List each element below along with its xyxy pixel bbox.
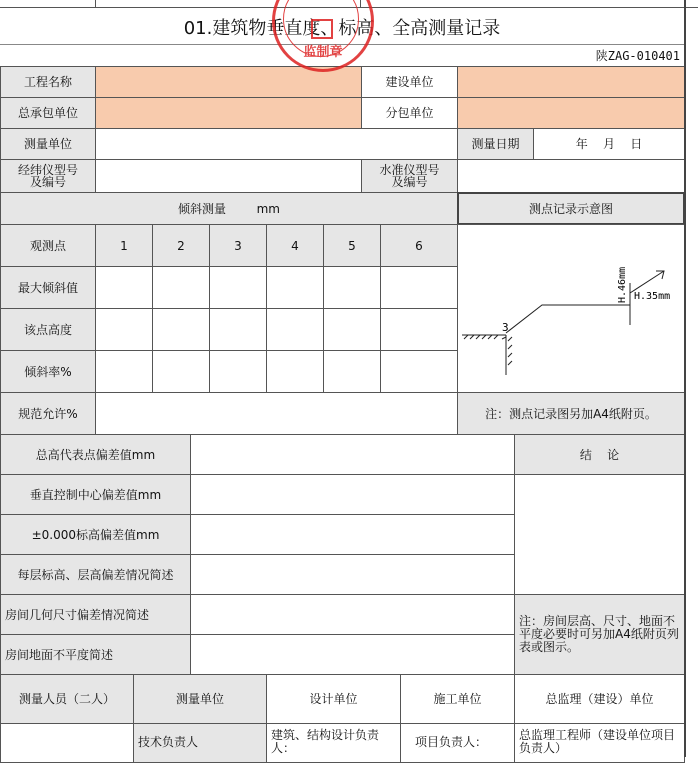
- floor-elevation-summary-label: 每层标高、层高偏差情况简述: [0, 554, 191, 595]
- right-border: [684, 0, 686, 757]
- construction-unit-column: 施工单位: [400, 674, 515, 724]
- stamp-emblem-icon: [311, 19, 333, 39]
- diagram-note: 注：测点记录图另加A4纸附页。: [457, 392, 685, 435]
- tilt-cell[interactable]: [323, 266, 381, 309]
- floor-flatness-summary-label: 房间地面不平度简述: [0, 634, 191, 675]
- room-geometry-summary-label: 房间几何尺寸偏差情况简述: [0, 594, 191, 635]
- tilt-cell[interactable]: [209, 308, 267, 351]
- survey-date-label: 测量日期: [457, 128, 534, 160]
- point-2: 2: [152, 224, 210, 267]
- level-label: 水准仪型号及编号: [361, 159, 458, 193]
- general-contractor-field[interactable]: [95, 97, 362, 129]
- conclusion-label: 结 论: [514, 434, 685, 475]
- vertical-center-deviation-field[interactable]: [190, 474, 515, 515]
- survey-date-field[interactable]: 年 月 日: [533, 128, 685, 160]
- surveyors-column: 测量人员（二人）: [0, 674, 134, 724]
- vertical-center-deviation-label: 垂直控制中心偏差值mm: [0, 474, 191, 515]
- floor-elevation-summary-field[interactable]: [190, 554, 515, 595]
- page-title: 01.建筑物垂直度、标高、全高测量记录: [183, 18, 501, 39]
- tilt-section-header: 倾斜测量 mm: [0, 192, 458, 225]
- tilt-cell[interactable]: [266, 308, 324, 351]
- tilt-cell[interactable]: [323, 350, 381, 393]
- top-strip-divider: [95, 0, 96, 8]
- tilt-cell[interactable]: [209, 350, 267, 393]
- point-3: 3: [209, 224, 267, 267]
- survey-unit-column: 测量单位: [133, 674, 267, 724]
- project-name-label: 工程名称: [0, 66, 96, 98]
- supervision-unit-column: 总监理（建设）单位: [514, 674, 685, 724]
- construction-unit-label: 建设单位: [361, 66, 458, 98]
- conclusion-field[interactable]: [514, 474, 685, 595]
- survey-unit-label: 测量单位: [0, 128, 96, 160]
- project-lead-signature[interactable]: 项目负责人：: [400, 723, 515, 763]
- theodolite-label: 经纬仪型号及编号: [0, 159, 96, 193]
- deviation-note: 注：房间层高、尺寸、地面不平度必要时可另加A4纸附页列表或图示。: [514, 594, 685, 675]
- surveyors-signature[interactable]: [0, 723, 134, 763]
- form-code: 陕ZAG-010401: [595, 49, 680, 63]
- point-height-label: 该点高度: [0, 308, 96, 351]
- tilt-cell[interactable]: [266, 350, 324, 393]
- measurement-diagram: [458, 225, 684, 392]
- tilt-cell[interactable]: [323, 308, 381, 351]
- tilt-cell[interactable]: [152, 266, 210, 309]
- floor-flatness-summary-field[interactable]: [190, 634, 515, 675]
- allowance-label: 规范允许%: [0, 392, 96, 435]
- observation-point-label: 观测点: [0, 224, 96, 267]
- tilt-cell[interactable]: [152, 308, 210, 351]
- level-field[interactable]: [457, 159, 685, 193]
- design-lead-signature[interactable]: 建筑、结构设计负责人：: [266, 723, 401, 763]
- general-contractor-label: 总承包单位: [0, 97, 96, 129]
- tilt-cell[interactable]: [266, 266, 324, 309]
- diagram-header: 测点记录示意图: [457, 192, 685, 225]
- technical-lead-signature[interactable]: 技术负责人: [133, 723, 267, 763]
- total-height-deviation-label: 总高代表点偏差值mm: [0, 434, 191, 475]
- survey-unit-field[interactable]: [95, 128, 458, 160]
- tilt-cell[interactable]: [380, 266, 458, 309]
- allowance-field[interactable]: [95, 392, 458, 435]
- total-height-deviation-field[interactable]: [190, 434, 515, 475]
- room-geometry-summary-field[interactable]: [190, 594, 515, 635]
- point-1: 1: [95, 224, 153, 267]
- zero-elevation-deviation-field[interactable]: [190, 514, 515, 555]
- construction-unit-field[interactable]: [457, 66, 685, 98]
- design-unit-column: 设计单位: [266, 674, 401, 724]
- point-6: 6: [380, 224, 458, 267]
- stamp-text: 监制章: [303, 45, 343, 60]
- tilt-cell[interactable]: [95, 266, 153, 309]
- point-5: 5: [323, 224, 381, 267]
- tilt-cell[interactable]: [209, 266, 267, 309]
- tilt-cell[interactable]: [95, 350, 153, 393]
- tilt-cell[interactable]: [95, 308, 153, 351]
- tilt-cell[interactable]: [380, 308, 458, 351]
- chief-supervisor-signature[interactable]: 总监理工程师（建设单位项目负责人）: [514, 723, 685, 763]
- subcontractor-label: 分包单位: [361, 97, 458, 129]
- max-tilt-label: 最大倾斜值: [0, 266, 96, 309]
- diagram-area: [457, 224, 685, 393]
- tilt-cell[interactable]: [152, 350, 210, 393]
- supervision-stamp: [272, 0, 374, 72]
- point-4: 4: [266, 224, 324, 267]
- diagram-point-number: 3: [502, 321, 509, 334]
- tilt-rate-label: 倾斜率%: [0, 350, 96, 393]
- zero-elevation-deviation-label: ±0.000标高偏差值mm: [0, 514, 191, 555]
- diagram-offset-mark: H.35mm: [634, 291, 671, 302]
- theodolite-field[interactable]: [95, 159, 362, 193]
- tilt-cell[interactable]: [380, 350, 458, 393]
- subcontractor-field[interactable]: [457, 97, 685, 129]
- diagram-height-mark: H.46mm: [617, 266, 628, 303]
